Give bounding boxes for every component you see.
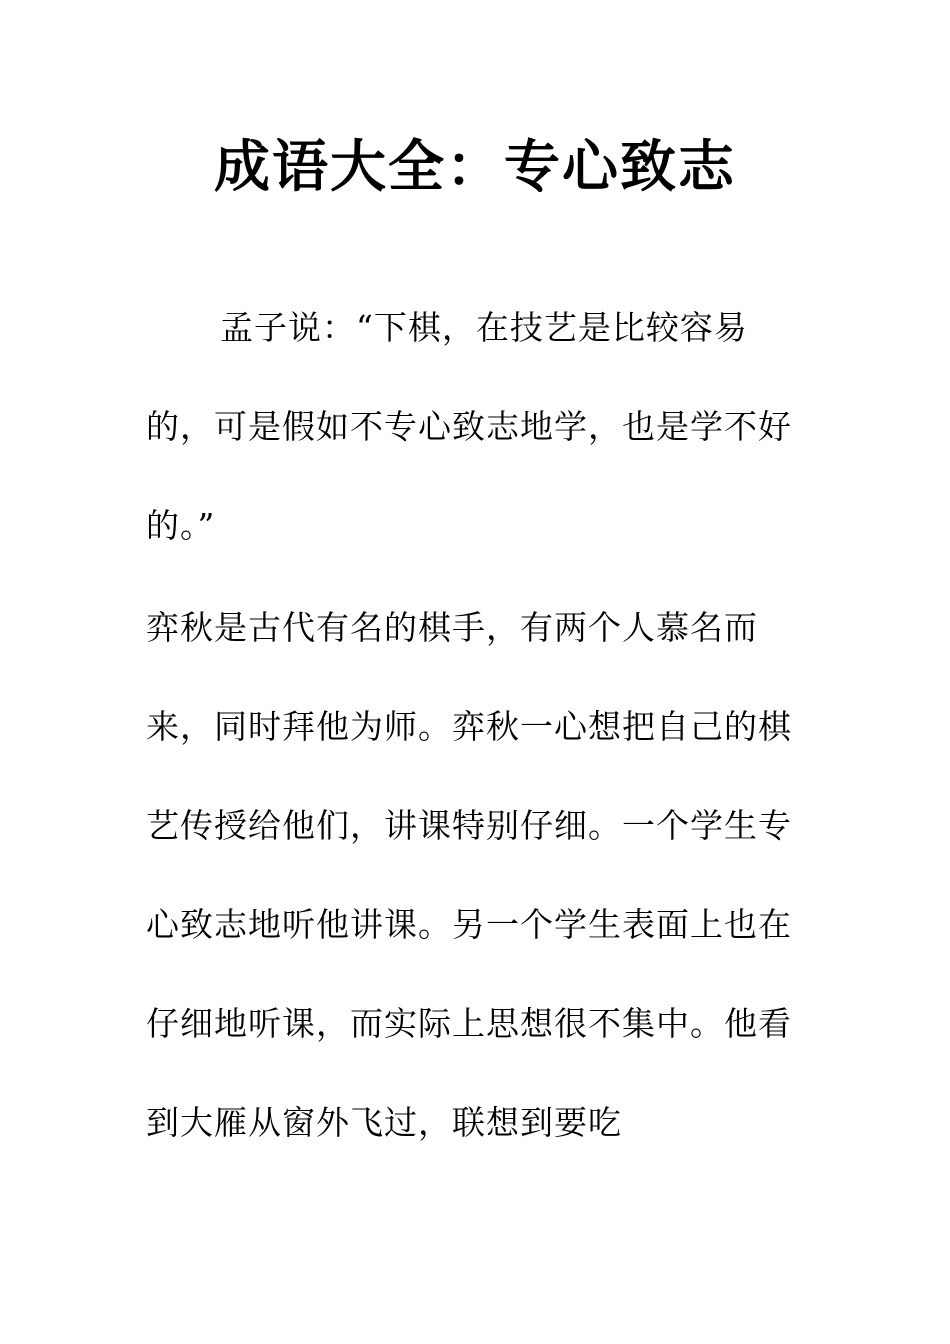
paragraph-yiqiu-story: 弈秋是古代有名的棋手，有两个人慕名而来，同时拜他为师。弈秋一心想把自己的棋艺传授给他们，讲课特别仔细。一个学生专心致志地听他讲课。另一个学生表面上也在仔细地听课，而实际上思想很不集中。他看到大雁从窗外飞过，联想到要吃 xyxy=(146,608,792,1142)
paragraph-mencius-quote: 孟子说：“下棋，在技艺是比较容易的，可是假如不专心致志地学，也是学不好的。” xyxy=(146,308,792,545)
document-title: 成语大全：专心致志 xyxy=(214,135,736,200)
